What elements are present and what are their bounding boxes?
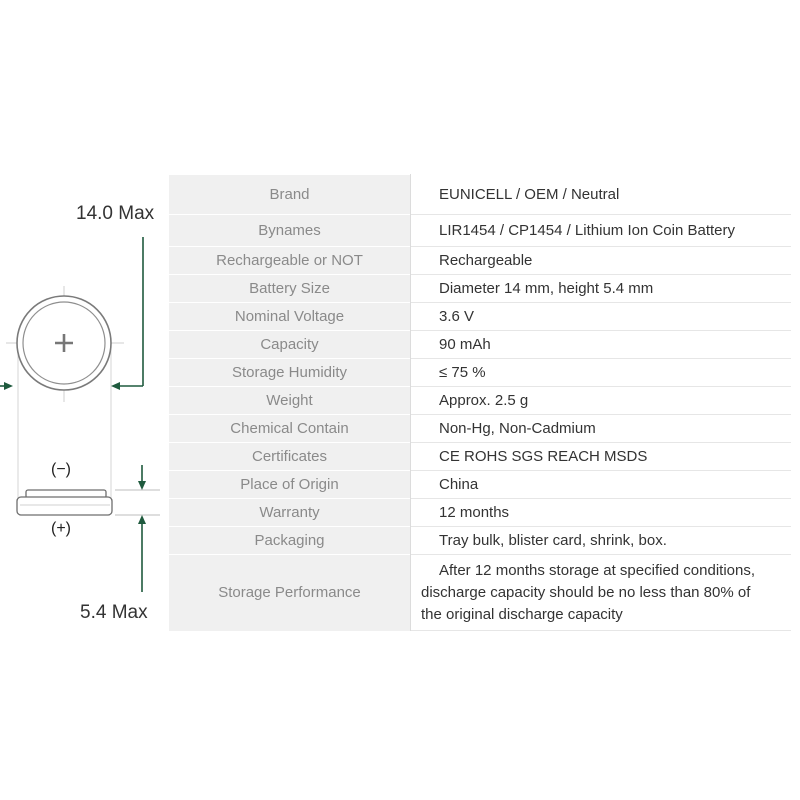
spec-value-line: After 12 months storage at specified conditions, bbox=[439, 561, 756, 579]
spec-row-storage-humidity bbox=[169, 359, 791, 387]
height-dimension bbox=[115, 465, 160, 592]
spec-key: Packaging bbox=[169, 527, 411, 555]
height-label: 5.4 Max bbox=[80, 602, 148, 623]
spec-value: Approx. 2.5 g bbox=[411, 387, 792, 415]
spec-row-place-of-origin bbox=[169, 471, 791, 499]
spec-row-certificates bbox=[169, 443, 791, 471]
spec-row-weight bbox=[169, 387, 791, 415]
spec-row-rechargeable bbox=[169, 247, 791, 275]
arrow-left-icon bbox=[4, 382, 13, 390]
diameter-label: 14.0 Max bbox=[76, 203, 155, 224]
spec-key: Place of Origin bbox=[169, 471, 411, 499]
spec-value: EUNICELL / OEM / Neutral bbox=[411, 175, 792, 215]
spec-value bbox=[411, 555, 792, 631]
negative-terminal-label: (−) bbox=[51, 461, 71, 478]
spec-value-line: the original discharge capacity bbox=[421, 605, 623, 623]
coin-cell-side-view bbox=[17, 490, 112, 515]
spec-key: Nominal Voltage bbox=[169, 303, 411, 331]
spec-value: China bbox=[411, 471, 792, 499]
spec-row-bynames bbox=[169, 215, 791, 247]
spec-key: Certificates bbox=[169, 443, 411, 471]
spec-value: Diameter 14 mm, height 5.4 mm bbox=[411, 275, 792, 303]
spec-row-brand bbox=[169, 175, 791, 215]
spec-value: Tray bulk, blister card, shrink, box. bbox=[411, 527, 792, 555]
spec-row-capacity bbox=[169, 331, 791, 359]
spec-key: Storage Humidity bbox=[169, 359, 411, 387]
spec-row-storage-performance bbox=[169, 555, 791, 631]
spec-table bbox=[169, 174, 791, 631]
spec-value: 90 mAh bbox=[411, 331, 792, 359]
spec-row-warranty bbox=[169, 499, 791, 527]
spec-value: CE ROHS SGS REACH MSDS bbox=[411, 443, 792, 471]
arrow-down-icon bbox=[138, 481, 146, 490]
spec-key: Brand bbox=[169, 175, 411, 215]
spec-value: Rechargeable bbox=[411, 247, 792, 275]
arrow-up-icon bbox=[138, 515, 146, 524]
spec-row-battery-size bbox=[169, 275, 791, 303]
spec-value: ≤ 75 % bbox=[411, 359, 792, 387]
spec-key: Chemical Contain bbox=[169, 415, 411, 443]
spec-key: Storage Performance bbox=[169, 555, 411, 631]
spec-value-line: discharge capacity should be no less than 80% of bbox=[421, 583, 751, 601]
spec-value: 3.6 V bbox=[411, 303, 792, 331]
spec-row-packaging bbox=[169, 527, 791, 555]
spec-key: Warranty bbox=[169, 499, 411, 527]
spec-row-nominal-voltage bbox=[169, 303, 791, 331]
spec-key: Weight bbox=[169, 387, 411, 415]
spec-row-chemical-contain bbox=[169, 415, 791, 443]
spec-key: Battery Size bbox=[169, 275, 411, 303]
spec-value: Non-Hg, Non-Cadmium bbox=[411, 415, 792, 443]
spec-key: Capacity bbox=[169, 331, 411, 359]
spec-value: 12 months bbox=[411, 499, 792, 527]
spec-key: Bynames bbox=[169, 215, 411, 247]
spec-value: LIR1454 / CP1454 / Lithium Ion Coin Battery bbox=[411, 215, 792, 247]
arrow-right-icon bbox=[111, 382, 120, 390]
spec-key: Rechargeable or NOT bbox=[169, 247, 411, 275]
positive-terminal-label: (+) bbox=[51, 520, 71, 537]
